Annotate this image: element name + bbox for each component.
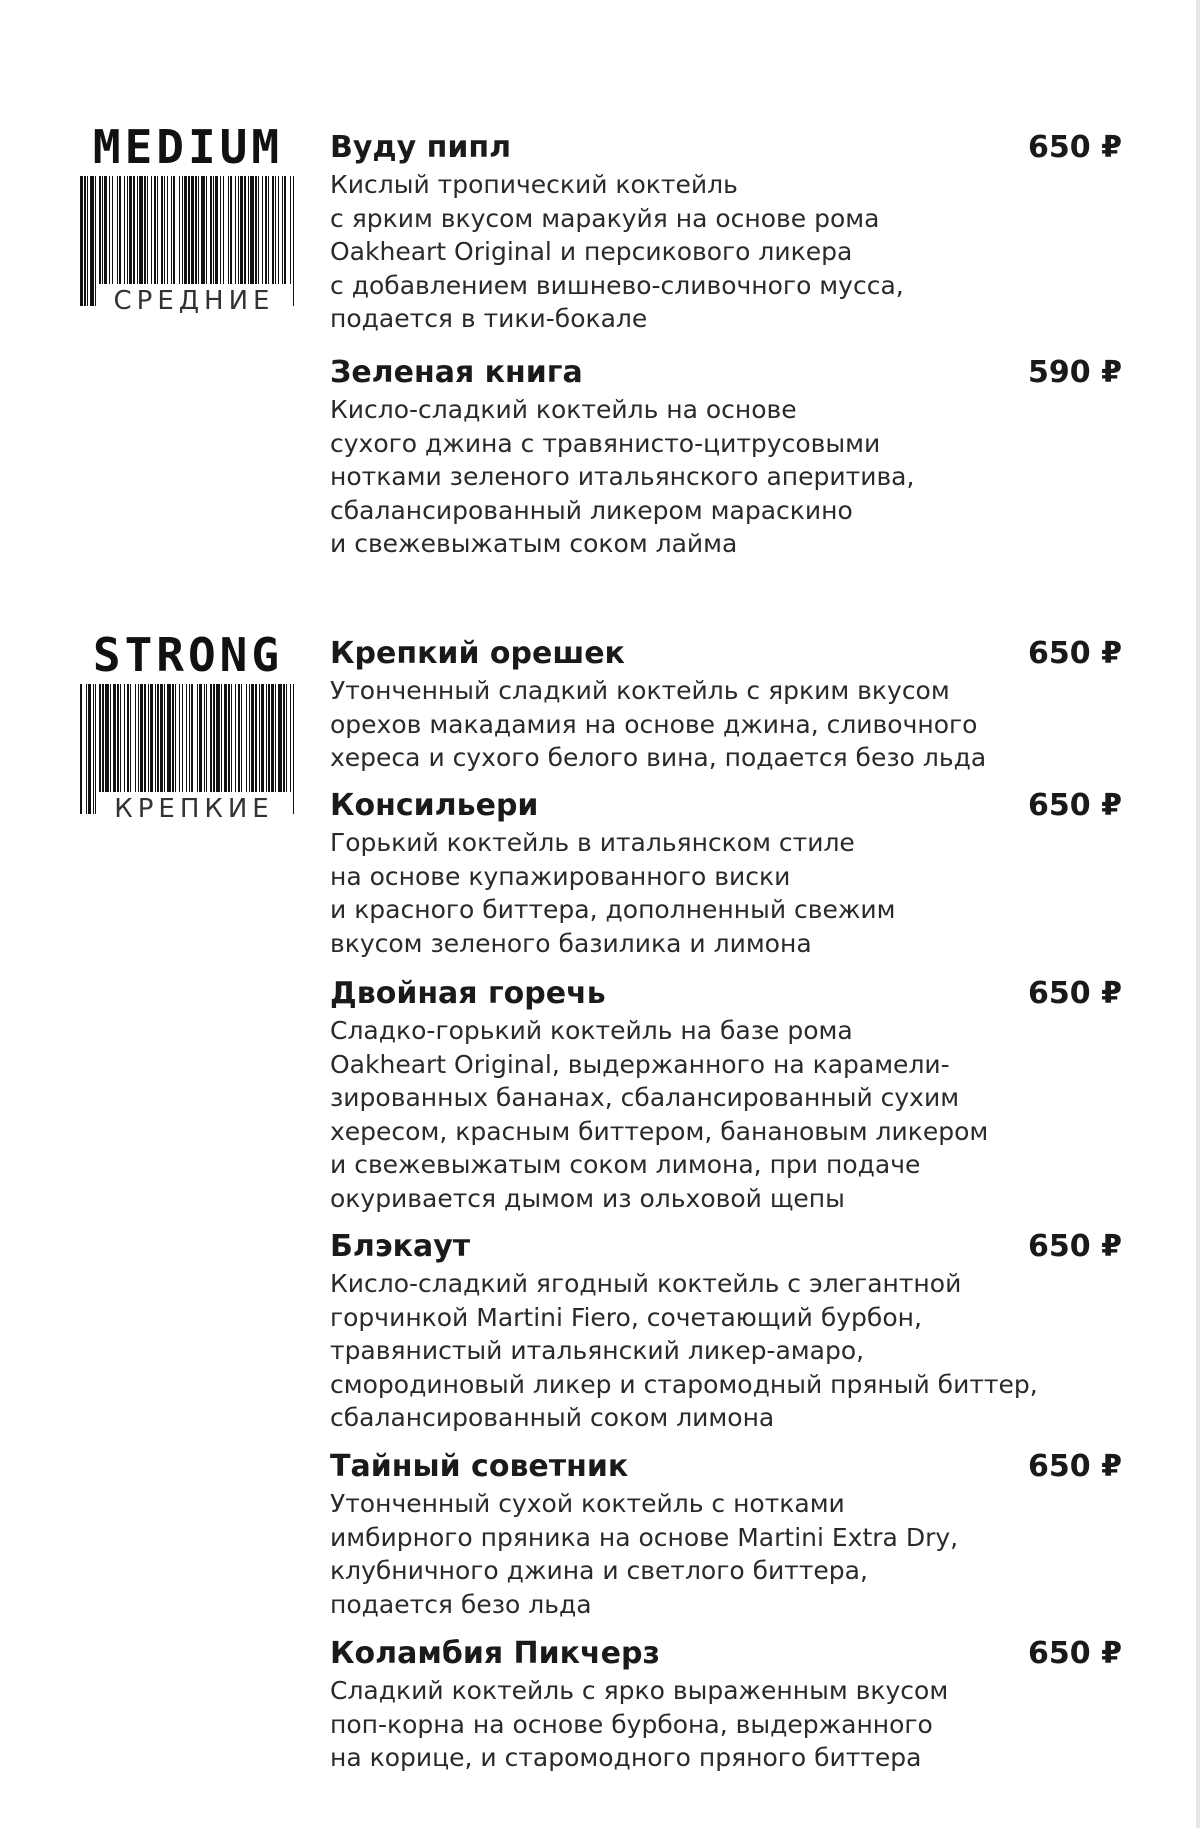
menu-item-name: Крепкий орешек xyxy=(330,636,625,671)
description-line: сбалансированный соком лимона xyxy=(330,1403,775,1432)
description-line: зированных бананах, сбалансированный сухим xyxy=(330,1083,960,1112)
menu-item-name: Тайный советник xyxy=(330,1449,629,1484)
menu-item-description xyxy=(330,1267,1110,1435)
description-line: нотками зеленого итальянского аперитива, xyxy=(330,462,915,491)
menu-item-price: 650 ₽ xyxy=(1028,1229,1122,1264)
menu-item-name: Зеленая книга xyxy=(330,355,583,390)
description-line: Утонченный сухой коктейль с нотками xyxy=(330,1489,845,1518)
description-line: сухого джина с травянисто-цитрусовыми xyxy=(330,428,881,458)
description-line: и свежевыжатым соком лимона, при подаче xyxy=(330,1150,921,1179)
section-title: STRONG xyxy=(92,628,284,682)
menu-item-description xyxy=(330,1487,1110,1621)
menu-item-price: 650 ₽ xyxy=(1028,1636,1122,1671)
menu-item-name: Двойная горечь xyxy=(330,976,606,1011)
description-line: травянистый итальянский ликер-амаро, xyxy=(330,1336,865,1365)
description-line: горчинкой Martini Fiero, сочетающий бурбон, xyxy=(330,1302,922,1332)
menu-item-description xyxy=(330,168,1110,336)
description-line: клубничного джина и светлого биттера, xyxy=(330,1556,868,1585)
menu-item-description xyxy=(330,1014,1110,1215)
section-label-strong xyxy=(72,628,304,824)
menu-item-price: 650 ₽ xyxy=(1028,1449,1122,1484)
section-title: MEDIUM xyxy=(92,120,284,174)
description-line: Oakheart Original и персикового ликера xyxy=(330,237,853,266)
description-line: и свежевыжатым соком лайма xyxy=(330,529,738,558)
description-line: поп-корна на основе бурбона, выдержанного xyxy=(330,1709,933,1739)
description-line: хереса и сухого белого вина, подается безо льда xyxy=(330,743,987,772)
menu-item-price: 590 ₽ xyxy=(1028,355,1122,390)
description-line: Сладкий коктейль с ярко выраженным вкусом xyxy=(330,1676,949,1705)
description-line: орехов макадамия на основе джина, сливочного xyxy=(330,709,978,739)
description-line: вкусом зеленого базилика и лимона xyxy=(330,928,812,958)
description-line: с ярким вкусом маракуйя на основе рома xyxy=(330,203,880,233)
menu-item-price: 650 ₽ xyxy=(1028,130,1122,165)
description-line: Сладко-горький коктейль на базе рома xyxy=(330,1016,853,1045)
description-line: Кислый тропический коктейль xyxy=(330,170,738,199)
description-line: Кисло-сладкий ягодный коктейль с элегантной xyxy=(330,1269,962,1298)
description-line: сбалансированный ликером мараскино xyxy=(330,495,853,525)
description-line: подается в тики-бокале xyxy=(330,304,648,333)
menu-item-price: 650 ₽ xyxy=(1028,976,1122,1011)
description-line: смородиновый ликер и старомодный пряный биттер, xyxy=(330,1369,1038,1399)
menu-item-description xyxy=(330,826,1110,960)
menu-item-name: Коламбия Пикчерз xyxy=(330,1636,660,1671)
section-subtitle: КРЕПКИЕ xyxy=(96,792,292,826)
description-line: на основе купажированного виски xyxy=(330,861,791,891)
menu-item-name: Консильери xyxy=(330,788,539,823)
menu-item-name: Вуду пипл xyxy=(330,130,512,165)
menu-item-description xyxy=(330,674,1110,775)
description-line: с добавлением вишнево-сливочного мусса, xyxy=(330,270,904,300)
description-line: окуривается дымом из ольховой щепы xyxy=(330,1183,845,1213)
menu-item-price: 650 ₽ xyxy=(1028,636,1122,671)
section-label-medium xyxy=(72,120,304,316)
menu-item-description xyxy=(330,1674,1110,1775)
section-subtitle: СРЕДНИЕ xyxy=(96,284,292,318)
description-line: имбирного пряника на основе Martini Extra Dry, xyxy=(330,1522,959,1552)
description-line: хересом, красным биттером, банановым ликером xyxy=(330,1116,989,1146)
menu-item-description xyxy=(330,393,1110,561)
description-line: Oakheart Original, выдержанного на карамели- xyxy=(330,1049,950,1079)
description-line: подается безо льда xyxy=(330,1589,592,1619)
description-line: на корице, и старомодного пряного биттера xyxy=(330,1743,922,1772)
description-line: Горький коктейль в итальянском стиле xyxy=(330,828,855,857)
menu-item-price: 650 ₽ xyxy=(1028,788,1122,823)
page-edge xyxy=(1196,0,1200,1828)
description-line: Утонченный сладкий коктейль с ярким вкусом xyxy=(330,676,950,705)
menu-item-name: Блэкаут xyxy=(330,1229,471,1264)
description-line: и красного биттера, дополненный свежим xyxy=(330,895,896,924)
description-line: Кисло-сладкий коктейль на основе xyxy=(330,395,797,424)
